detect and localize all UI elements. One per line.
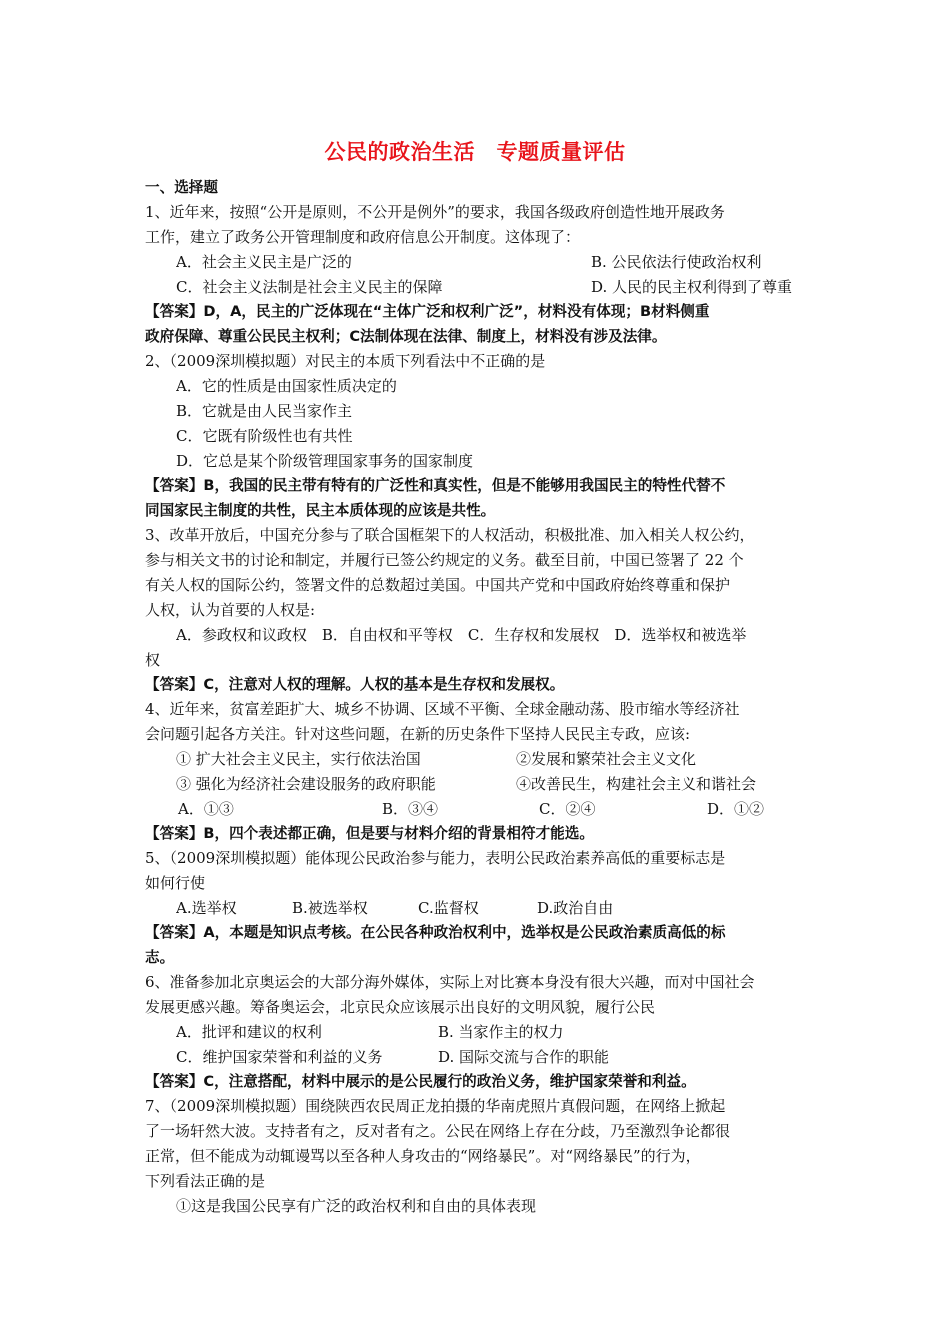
q1-option-a: A．社会主义民主是广泛的 (176, 253, 352, 271)
q6-answer-line: 【答案】C，注意搭配，材料中展示的是公民履行的政治义务，维护国家荣誉和利益。 (145, 1073, 696, 1090)
q3-stem-line: 3、改革开放后，中国充分参与了联合国框架下的人权活动，积极批准、加入相关人权公约， (145, 526, 755, 544)
q1-option-d: D. 人民的民主权利得到了尊重 (591, 278, 793, 296)
q5-stem-line: 如何行使 (145, 874, 206, 892)
q4-option-d: D．①② (707, 800, 765, 818)
q4-statement-1: ① 扩大社会主义民主，实行依法治国 (176, 750, 421, 768)
q3-options-row: A．参政权和议政权 B．自由权和平等权 C．生存权和发展权 D．选举权和被选举 (176, 626, 747, 644)
q1-options-row (176, 250, 816, 274)
q6-option-d: D. 国际交流与合作的职能 (438, 1048, 610, 1066)
q6-stem-line: 发展更感兴趣。筹备奥运会，北京民众应该展示出良好的文明风貌，履行公民 (145, 998, 656, 1016)
q6-stem-line: 6、准备参加北京奥运会的大部分海外媒体，实际上对比赛本身没有很大兴趣，而对中国社会 (145, 973, 755, 991)
q3-stem-line: 有关人权的国际公约，签署文件的总数超过美国。中国共产党和中国政府始终尊重和保护 (145, 576, 731, 594)
q7-stem-line: 正常，但不能成为动辄谩骂以至各种人身攻击的“网络暴民”。对“网络暴民”的行为， (145, 1147, 701, 1165)
q6-option-a: A．批评和建议的权利 (176, 1023, 322, 1041)
q2-option-c: C．它既有阶级性也有共性 (176, 427, 353, 445)
q6-options-row (176, 1020, 816, 1044)
q4-option-a: A．①③ (178, 800, 234, 818)
q3-answer-line: 【答案】C，注意对人权的理解。人权的基本是生存权和发展权。 (145, 676, 565, 693)
q6-option-b: B. 当家作主的权力 (438, 1023, 564, 1041)
q4-option-b: B．③④ (382, 800, 439, 818)
q5-option-c: C.监督权 (418, 899, 479, 917)
q1-answer-line: 【答案】D，A，民主的广泛体现在“主体广泛和权利广泛”，材料没有体现；B材料侧重 (145, 303, 710, 320)
q5-option-d: D.政治自由 (537, 899, 614, 917)
q7-stem-line: 7、（2009深圳模拟题）围绕陕西农民周正龙拍摄的华南虎照片真假问题，在网络上掀起 (145, 1097, 726, 1115)
q1-option-b: B. 公民依法行使政治权利 (591, 253, 762, 271)
q1-stem-line: 1、近年来，按照“公开是原则，不公开是例外”的要求，我国各级政府创造性地开展政务 (145, 203, 725, 221)
q4-statement-3: ③ 强化为经济社会建设服务的政府职能 (176, 775, 436, 793)
q3-stem-line: 参与相关文书的讨论和制定，并履行已签公约规定的义务。截至目前，中国已签署了 22 个 (145, 551, 744, 569)
q2-option-d: D．它总是某个阶级管理国家事务的国家制度 (176, 452, 474, 470)
q5-answer-line: 志。 (145, 949, 175, 966)
q2-stem-line: 2、（2009深圳模拟题）对民主的本质下列看法中不正确的是 (145, 352, 546, 370)
q2-option-b: B．它就是由人民当家作主 (176, 402, 353, 420)
q5-options-row (176, 896, 816, 920)
q4-statement-2: ②发展和繁荣社会主义文化 (516, 750, 697, 768)
q1-options-row (176, 275, 816, 299)
q5-option-a: A.选举权 (176, 899, 237, 917)
q4-stem-line: 会问题引起各方关注。针对这些问题，在新的历史条件下坚持人民民主专政，应该: (145, 725, 691, 743)
q2-answer-line: 同国家民主制度的共性，民主本质体现的应该是共性。 (145, 502, 496, 519)
q7-statement-1: ①这是我国公民享有广泛的政治权利和自由的具体表现 (176, 1197, 537, 1215)
q5-stem-line: 5、（2009深圳模拟题）能体现公民政治参与能力，表明公民政治素养高低的重要标志是 (145, 849, 726, 867)
q3-options-row: 权 (145, 651, 161, 669)
q4-statements-row (176, 772, 816, 796)
q1-stem-line: 工作，建立了政务公开管理制度和政府信息公开制度。这体现了： (145, 228, 581, 246)
q4-stem-line: 4、近年来，贫富差距扩大、城乡不协调、区域不平衡、全球金融动荡、股市缩水等经济社 (145, 700, 740, 718)
q2-option-a: A．它的性质是由国家性质决定的 (176, 377, 397, 395)
q1-option-c: C．社会主义法制是社会主义民主的保障 (176, 278, 443, 296)
q6-options-row (176, 1045, 816, 1069)
section-heading: 一、选择题 (145, 179, 218, 196)
q7-stem-line: 下列看法正确的是 (145, 1172, 266, 1190)
q4-statement-4: ④改善民生，构建社会主义和谐社会 (516, 775, 757, 793)
q4-options-row (176, 797, 816, 821)
q4-answer-line: 【答案】B，四个表述都正确，但是要与材料介绍的背景相符才能选。 (145, 825, 594, 842)
q5-option-b: B.被选举权 (292, 899, 368, 917)
q2-answer-line: 【答案】B，我国的民主带有特有的广泛性和真实性，但是不能够用我国民主的特性代替不 (145, 477, 726, 494)
q5-answer-line: 【答案】A，本题是知识点考核。在公民各种政治权利中，选举权是公民政治素质高低的标 (145, 924, 726, 941)
q6-option-c: C．维护国家荣誉和利益的义务 (176, 1048, 383, 1066)
page-title: 公民的政治生活 专题质量评估 (324, 140, 626, 164)
q4-option-c: C．②④ (539, 800, 596, 818)
q4-statements-row (176, 747, 816, 771)
q7-stem-line: 了一场轩然大波。支持者有之，反对者有之。公民在网络上存在分歧，乃至激烈争论都很 (145, 1122, 731, 1140)
q3-stem-line: 人权，认为首要的人权是: (145, 601, 316, 619)
q1-answer-line: 政府保障、尊重公民民主权利；C法制体现在法律、制度上，材料没有涉及法律。 (145, 328, 667, 345)
